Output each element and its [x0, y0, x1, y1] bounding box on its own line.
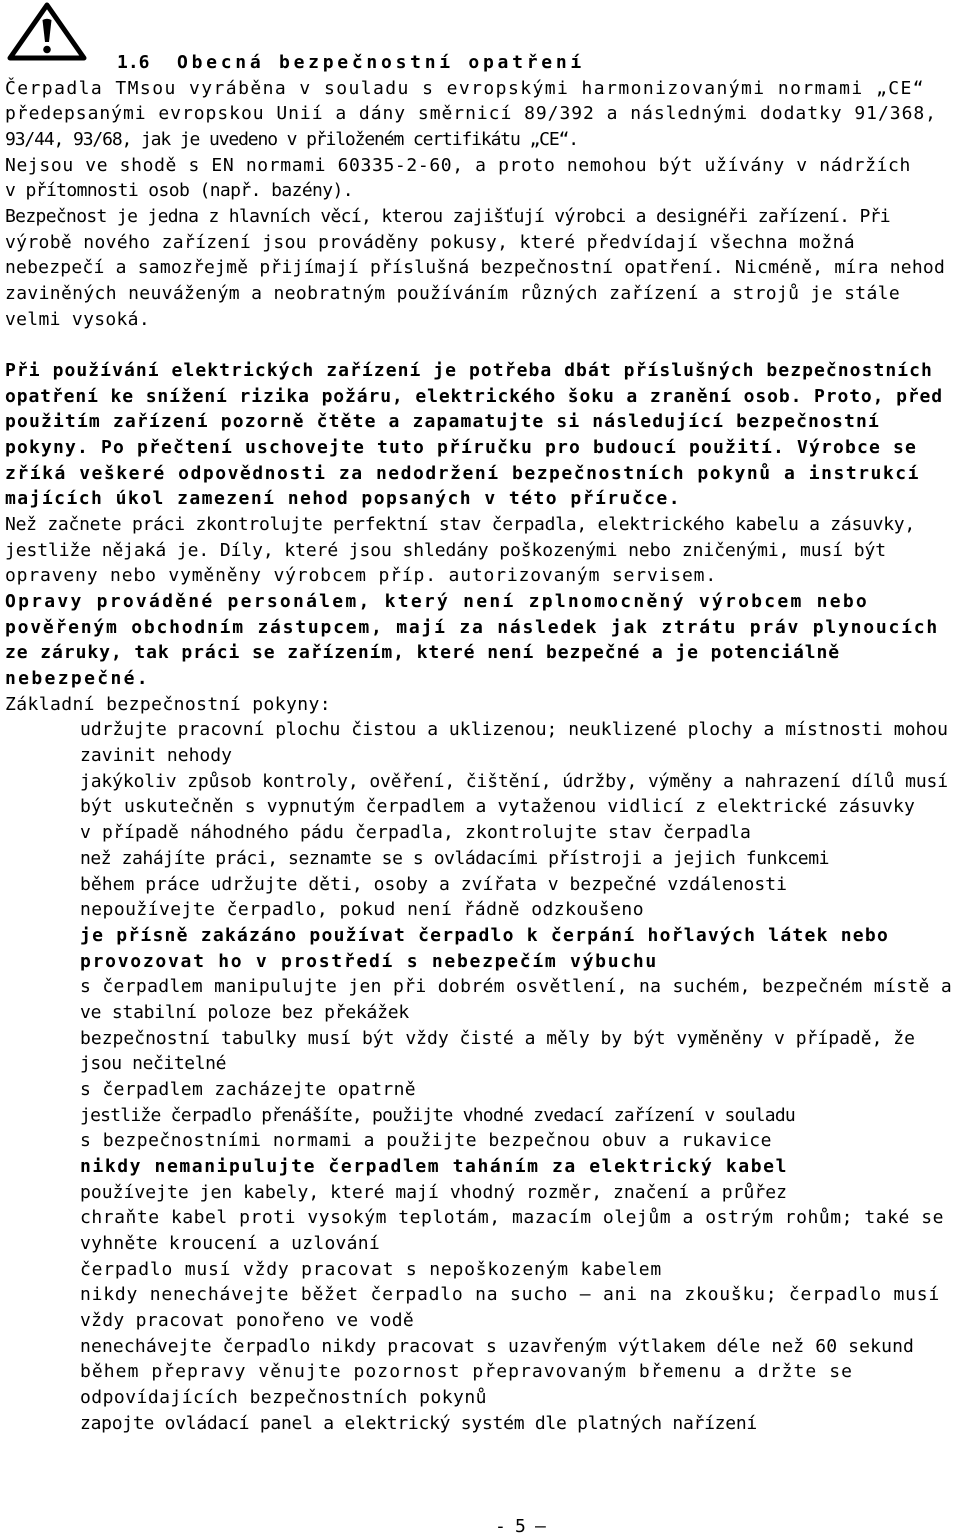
bold-paragraph-line: majících úkol zamezení nehod popsaných v této příručce.	[5, 488, 681, 510]
paragraph-line: v přítomnosti osob (např. bazény).	[5, 180, 353, 202]
rule-line: nikdy nemanipulujte čerpadlem taháním za elektrický kabel	[80, 1155, 788, 1177]
bold-paragraph-line: Při používání elektrických zařízení je potřeba dbát příslušných bezpečnostních	[5, 360, 933, 382]
bold-paragraph-line: Opravy prováděné personálem, který není zplnomocněný výrobcem nebo	[5, 591, 870, 613]
rule-item	[5, 1334, 960, 1360]
paragraph-line: zaviněných neuváženým a neobratným používáním různých zařízení a strojů je stále	[5, 283, 901, 305]
rule-item-bold	[5, 1154, 960, 1180]
repair-notice-paragraph	[5, 589, 960, 692]
paragraph-spacer	[5, 332, 960, 358]
rule-line: zapojte ovládací panel a elektrický systém dle platných nařízení	[80, 1412, 757, 1434]
bold-paragraph-line: zříká veškeré odpovědnosti za nedodržení bezpečnostních pokynů a instrukcí	[5, 462, 921, 484]
rule-line: během přepravy věnujte pozornost přepravovaným břemenu a držte se	[80, 1361, 853, 1383]
rule-line: vždy pracovat ponořeno ve vodě	[80, 1309, 414, 1331]
paragraph-line: nebezpečí a samozřejmě přijímají příslušná bezpečnostní opatření. Nicméně, míra nehod	[5, 257, 946, 279]
section-number: 1.6	[117, 52, 150, 73]
rule-line: s čerpadlem manipulujte jen při dobrém osvětlení, na suchém, bezpečném místě a	[80, 976, 953, 998]
rule-item	[5, 846, 960, 872]
document-body	[5, 50, 960, 1436]
rule-line: zavinit nehody	[80, 745, 232, 767]
rule-line: bezpečnostní tabulky musí být vždy čisté a měly by být vyměněny v případě, že	[80, 1027, 915, 1049]
bold-paragraph-line: pověřeným obchodním zástupcem, mají za následek jak ztrátu práv plynoucích	[5, 616, 940, 638]
rule-item	[5, 1359, 960, 1410]
rule-line: s bezpečnostními normami a použijte bezpečnou obuv a rukavice	[80, 1130, 772, 1152]
rule-line: je přísně zakázáno používat čerpadlo k čerpání hořlavých látek nebo	[80, 924, 890, 946]
warning-notice-paragraph	[5, 358, 960, 512]
rule-line: udržujte pracovní plochu čistou a uklizenou; neuklizené plochy a místnosti mohou	[80, 719, 948, 741]
bold-paragraph-line: použitím zařízení pozorně čtěte a zapamatujte si následující bezpečnostní	[5, 411, 880, 433]
rule-item	[5, 974, 960, 1025]
basic-rules-heading: Základní bezpečnostní pokyny:	[5, 693, 331, 715]
rule-line: nepoužívejte čerpadlo, pokud není řádně odzkoušeno	[80, 899, 644, 921]
rule-line: odpovídajících bezpečnostních pokynů	[80, 1386, 487, 1408]
rule-line: v případě náhodného pádu čerpadla, zkontrolujte stav čerpadla	[80, 822, 751, 844]
rule-line: používejte jen kabely, které mají vhodný rozměr, značení a průřez	[80, 1181, 787, 1203]
paragraph-line: předepsanými evropskou Unií a dány směrnicí 89/392 a následnými dodatky 91/368,	[5, 103, 937, 125]
rule-line: čerpadlo musí vždy pracovat s nepoškozeným kabelem	[80, 1258, 662, 1280]
rule-item	[5, 820, 960, 846]
bold-paragraph-line: pokyny. Po přečtení uschovejte tuto příručku pro budoucí použití. Výrobce se	[5, 437, 917, 459]
rule-item	[5, 1103, 960, 1154]
rule-item	[5, 1257, 960, 1283]
page-number: - 5 —	[495, 1516, 545, 1537]
rule-line: vyhněte kroucení a uzlování	[80, 1232, 380, 1254]
rule-line: ve stabilní poloze bez překážek	[80, 1001, 410, 1023]
section-heading	[5, 50, 960, 76]
rule-item	[5, 1180, 960, 1206]
rule-item	[5, 872, 960, 898]
rule-item	[5, 1205, 960, 1256]
paragraph-line: jestliže nějaká je. Díly, které jsou shledány poškozenými nebo zničenými, musí být	[5, 539, 887, 561]
rule-line: chraňte kabel proti vysokým teplotám, mazacím olejům a ostrým rohům; také se	[80, 1207, 944, 1229]
safety-paragraph	[5, 204, 960, 332]
rule-item	[5, 717, 960, 768]
rule-item	[5, 1026, 960, 1077]
rule-item	[5, 1282, 960, 1333]
paragraph-line: Nejsou ve shodě s EN normami 60335-2-60, a proto nemohou být užívány v nádržích	[5, 154, 911, 176]
rule-line: jakýkoliv způsob kontroly, ověření, čištění, údržby, výměny a nahrazení dílů musí	[80, 770, 948, 792]
paragraph-line: výrobě nového zařízení jsou prováděny pokusy, které předvídají všechna možná	[5, 231, 855, 253]
paragraph-line: opraveny nebo vyměněny výrobcem příp. autorizovaným servisem.	[5, 565, 717, 587]
inspection-paragraph	[5, 512, 960, 589]
section-title: Obecná bezpečnostní opatření	[177, 52, 585, 73]
rule-line: nikdy nenechávejte běžet čerpadlo na sucho — ani na zkoušku; čerpadlo musí	[80, 1284, 941, 1306]
rule-item	[5, 1411, 960, 1437]
basic-rules-list	[5, 717, 960, 1436]
rule-line: během práce udržujte děti, osoby a zvířata v bezpečné vzdálenosti	[80, 873, 787, 895]
paragraph-line: 93/44, 93/68, jak je uvedeno v přiloženém certifikátu „CE“.	[5, 129, 579, 151]
paragraph-line: Bezpečnost je jedna z hlavních věcí, kterou zajišťují výrobci a designéři zařízení. Při	[5, 206, 890, 228]
rule-line: být uskutečněn s vypnutým čerpadlem a vytaženou vidlicí z elektrické zásuvky	[80, 796, 916, 818]
bold-paragraph-line: opatření ke snížení rizika požáru, elektrického šoku a zranění osob. Proto, před	[5, 385, 943, 407]
bold-paragraph-line: nebezpečné.	[5, 668, 150, 690]
paragraph-line: velmi vysoká.	[5, 308, 150, 330]
rule-line: jsou nečitelné	[80, 1053, 227, 1075]
rule-item-bold	[5, 923, 960, 974]
rule-line: provozovat ho v prostředí s nebezpečím výbuchu	[80, 950, 658, 972]
rule-item	[5, 1077, 960, 1103]
bold-paragraph-line: ze záruky, tak práci se zařízením, které není bezpečné a je potenciálně	[5, 642, 841, 664]
rule-line: nenechávejte čerpadlo nikdy pracovat s uzavřeným výtlakem déle než 60 sekund	[80, 1335, 915, 1357]
rule-item	[5, 897, 960, 923]
rule-line: jestliže čerpadlo přenášíte, použijte vhodné zvedací zařízení v souladu	[80, 1104, 795, 1126]
rule-item	[5, 769, 960, 820]
rule-line: s čerpadlem zacházejte opatrně	[80, 1078, 416, 1100]
paragraph-line: Než začnete práci zkontrolujte perfektní stav čerpadla, elektrického kabelu a zásuvky,	[5, 514, 915, 536]
conformity-paragraph	[5, 76, 960, 204]
paragraph-line: Čerpadla TMsou vyráběna v souladu s evropskými harmonizovanými normami „CE“	[5, 77, 926, 99]
rule-line: než zahájíte práci, seznamte se s ovládacími přístroji a jejich funkcemi	[80, 847, 830, 869]
